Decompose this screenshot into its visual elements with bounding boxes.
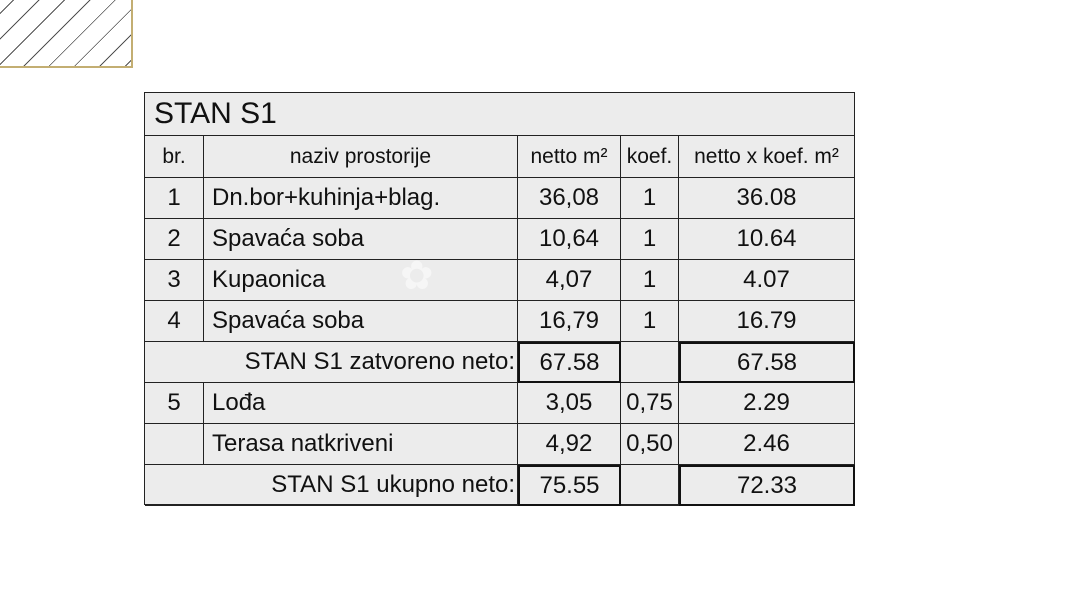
coefficient: 0,75 <box>621 383 679 424</box>
header-koef: koef. <box>621 136 679 178</box>
summary-empty <box>621 342 679 383</box>
room-name: Lođa <box>204 383 518 424</box>
coefficient: 0,50 <box>621 424 679 465</box>
weighted-area: 36.08 <box>679 178 855 219</box>
summary-label: STAN S1 ukupno neto: <box>145 465 518 506</box>
weighted-area: 2.29 <box>679 383 855 424</box>
row-number: 4 <box>145 301 204 342</box>
room-name: Spavaća soba <box>204 219 518 260</box>
room-name: Kupaonica <box>204 260 518 301</box>
header-netto: netto m² <box>518 136 621 178</box>
weighted-area: 16.79 <box>679 301 855 342</box>
weighted-area: 2.46 <box>679 424 855 465</box>
watermark-logo: ✿ <box>400 253 434 298</box>
hatched-area <box>0 0 133 68</box>
room-name: Terasa natkriveni <box>204 424 518 465</box>
table-title: STAN S1 <box>145 93 854 136</box>
coefficient: 1 <box>621 301 679 342</box>
row-number: 1 <box>145 178 204 219</box>
row-number: 2 <box>145 219 204 260</box>
netto-area: 16,79 <box>518 301 621 342</box>
summary-product: 72.33 <box>679 465 855 506</box>
summary-product: 67.58 <box>679 342 855 383</box>
netto-area: 3,05 <box>518 383 621 424</box>
header-product: netto x koef. m² <box>679 136 855 178</box>
row-number: 3 <box>145 260 204 301</box>
summary-label: STAN S1 zatvoreno neto: <box>145 342 518 383</box>
weighted-area: 10.64 <box>679 219 855 260</box>
row-number <box>145 424 204 465</box>
netto-area: 10,64 <box>518 219 621 260</box>
netto-area: 4,92 <box>518 424 621 465</box>
netto-area: 36,08 <box>518 178 621 219</box>
coefficient: 1 <box>621 219 679 260</box>
header-br: br. <box>145 136 204 178</box>
room-name: Dn.bor+kuhinja+blag. <box>204 178 518 219</box>
summary-netto: 67.58 <box>518 342 621 383</box>
header-name: naziv prostorije <box>204 136 518 178</box>
netto-area: 4,07 <box>518 260 621 301</box>
room-name: Spavaća soba <box>204 301 518 342</box>
coefficient: 1 <box>621 178 679 219</box>
row-number: 5 <box>145 383 204 424</box>
coefficient: 1 <box>621 260 679 301</box>
weighted-area: 4.07 <box>679 260 855 301</box>
summary-netto: 75.55 <box>518 465 621 506</box>
summary-empty <box>621 465 679 506</box>
room-area-table <box>144 92 855 505</box>
